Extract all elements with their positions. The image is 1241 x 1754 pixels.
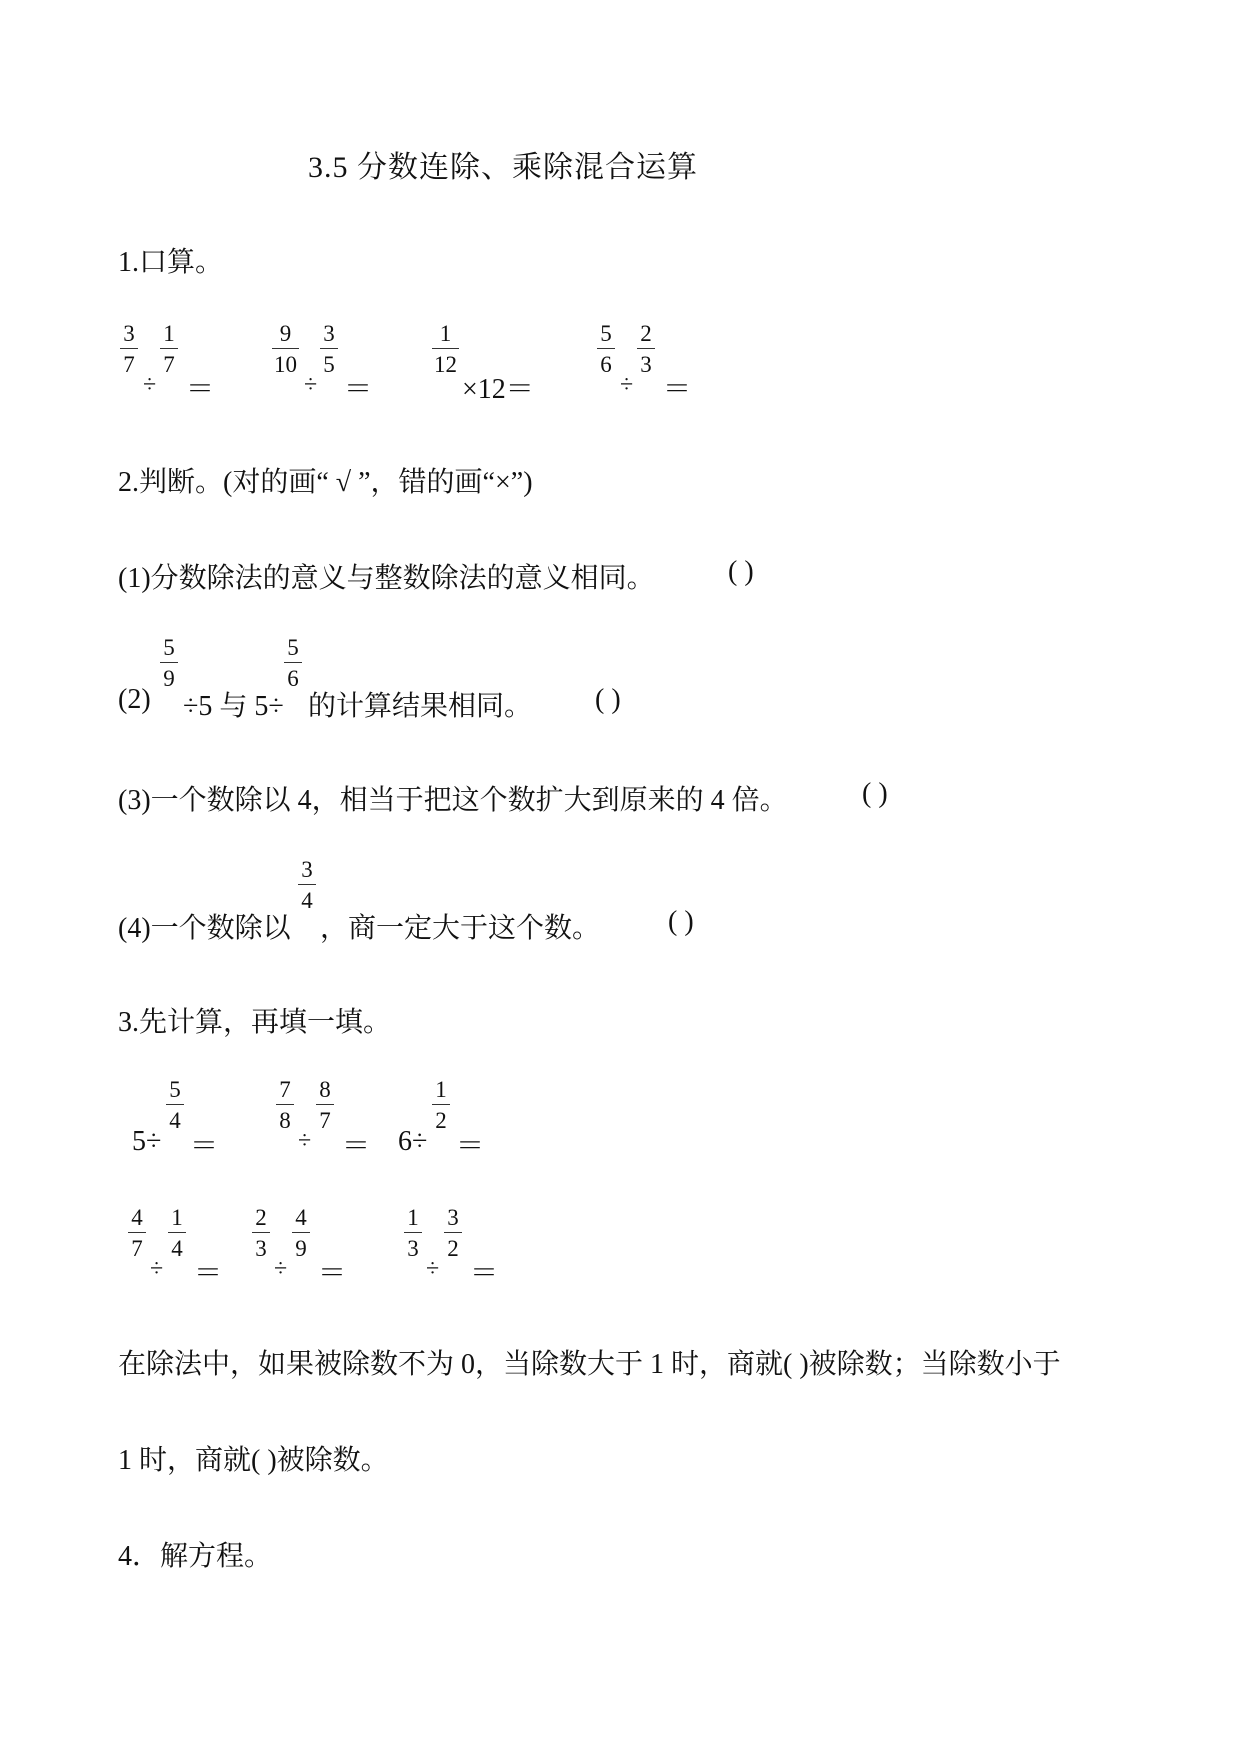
numerator: 1 bbox=[439, 321, 452, 346]
denominator: 9 bbox=[295, 1236, 307, 1261]
q3-row1-item2-fraction-b bbox=[316, 1078, 334, 1132]
denominator: 9 bbox=[163, 666, 175, 691]
denominator: 8 bbox=[279, 1108, 291, 1133]
q3-row2-item2-fraction-b bbox=[292, 1206, 310, 1260]
denominator: 4 bbox=[171, 1236, 183, 1261]
q1-item1-fraction-b bbox=[160, 322, 178, 376]
q3-row1-item2-operator: ÷ bbox=[298, 1128, 312, 1154]
numerator: 7 bbox=[279, 1077, 291, 1102]
q3-row1-item2-fraction-a bbox=[276, 1078, 294, 1132]
q1-item2-fraction-a bbox=[272, 322, 299, 376]
q1-item2-operator: ÷ bbox=[304, 372, 318, 398]
denominator: 12 bbox=[434, 352, 457, 377]
q1-item4-operator: ÷ bbox=[620, 372, 634, 398]
q3-row1-item1-prefix: 5÷ bbox=[132, 1126, 162, 1157]
q1-item4-fraction-b bbox=[637, 322, 655, 376]
page-title: 3.5 分数连除、乘除混合运算 bbox=[308, 151, 698, 184]
q3-row2-item1-fraction-b bbox=[168, 1206, 186, 1260]
q2-statement-3: (3)一个数除以 4，相当于把这个数扩大到原来的 4 倍。 bbox=[118, 785, 788, 816]
q3-row2-item3-equals: ＝ bbox=[470, 1258, 499, 1289]
q3-row2-item2-equals: ＝ bbox=[318, 1258, 347, 1289]
q3-row1-item2-equals: ＝ bbox=[342, 1131, 371, 1162]
q3-fill-line-2: 1 时，商就( )被除数。 bbox=[118, 1445, 389, 1476]
q3-row2-item1-operator: ÷ bbox=[150, 1256, 164, 1282]
denominator: 7 bbox=[123, 352, 135, 377]
numerator: 1 bbox=[163, 321, 175, 346]
denominator: 7 bbox=[319, 1108, 331, 1133]
q3-row2-item3-operator: ÷ bbox=[426, 1256, 440, 1282]
q1-item3-tail: ×12＝ bbox=[462, 374, 534, 405]
numerator: 9 bbox=[279, 321, 292, 346]
denominator: 5 bbox=[323, 352, 335, 377]
q3-fill-line-1: 在除法中，如果被除数不为 0，当除数大于 1 时，商就( )被除数；当除数小于 bbox=[118, 1349, 1061, 1380]
denominator: 2 bbox=[447, 1236, 459, 1261]
q1-item4-fraction-a bbox=[597, 322, 615, 376]
q2-answer-blank-3[interactable]: ( ) bbox=[862, 778, 888, 809]
numerator: 2 bbox=[255, 1205, 267, 1230]
q2-heading: 2.判断。(对的画“ √ ”，错的画“×”) bbox=[118, 467, 533, 498]
numerator: 5 bbox=[169, 1077, 181, 1102]
q4-heading: 4．解方程。 bbox=[118, 1541, 273, 1572]
denominator: 10 bbox=[274, 352, 297, 377]
q3-heading: 3.先计算，再填一填。 bbox=[118, 1007, 392, 1038]
q1-heading: 1.口算。 bbox=[118, 247, 224, 278]
numerator: 4 bbox=[131, 1205, 143, 1230]
q2-statement-4-prefix: (4)一个数除以 bbox=[118, 913, 291, 944]
q3-row2-item3-fraction-a bbox=[404, 1206, 422, 1260]
q3-row1-item3-fraction-b bbox=[432, 1078, 450, 1132]
numerator: 2 bbox=[640, 321, 652, 346]
numerator: 1 bbox=[435, 1077, 447, 1102]
denominator: 3 bbox=[640, 352, 652, 377]
denominator: 7 bbox=[131, 1236, 143, 1261]
numerator: 3 bbox=[323, 321, 335, 346]
q1-item2-equals: ＝ bbox=[344, 374, 373, 405]
q1-item1-equals: ＝ bbox=[186, 374, 215, 405]
q2-answer-blank-1[interactable]: ( ) bbox=[728, 556, 754, 587]
q3-row2-item1-equals: ＝ bbox=[194, 1258, 223, 1289]
numerator: 5 bbox=[600, 321, 612, 346]
q2-statement-2-prefix: (2) bbox=[118, 684, 151, 715]
numerator: 3 bbox=[447, 1205, 459, 1230]
q3-row1-item1-fraction-b bbox=[166, 1078, 184, 1132]
q3-row1-item3-equals: ＝ bbox=[456, 1131, 485, 1162]
q2-statement-1: (1)分数除法的意义与整数除法的意义相同。 bbox=[118, 563, 655, 594]
numerator: 1 bbox=[171, 1205, 183, 1230]
numerator: 3 bbox=[123, 321, 135, 346]
q2-answer-blank-4[interactable]: ( ) bbox=[668, 906, 694, 937]
q3-row2-item2-operator: ÷ bbox=[274, 1256, 288, 1282]
denominator: 7 bbox=[163, 352, 175, 377]
q2-statement-2-fraction-2 bbox=[284, 636, 302, 690]
numerator: 1 bbox=[407, 1205, 419, 1230]
q3-row2-item2-fraction-a bbox=[252, 1206, 270, 1260]
denominator: 4 bbox=[169, 1108, 181, 1133]
denominator: 2 bbox=[435, 1108, 447, 1133]
denominator: 6 bbox=[600, 352, 612, 377]
q3-row1-item1-equals: ＝ bbox=[190, 1131, 219, 1162]
q1-item4-equals: ＝ bbox=[663, 374, 692, 405]
q2-statement-4-suffix: ，商一定大于这个数。 bbox=[320, 913, 601, 944]
q1-item1-fraction-a bbox=[120, 322, 138, 376]
q2-statement-2-suffix: 的计算结果相同。 bbox=[308, 691, 533, 722]
q2-statement-4-fraction bbox=[298, 858, 316, 912]
numerator: 4 bbox=[295, 1205, 307, 1230]
denominator: 3 bbox=[255, 1236, 267, 1261]
numerator: 8 bbox=[319, 1077, 331, 1102]
q3-row2-item3-fraction-b bbox=[444, 1206, 462, 1260]
numerator: 5 bbox=[287, 635, 299, 660]
q2-statement-2-middle: ÷5 与 5÷ bbox=[183, 691, 284, 722]
numerator: 3 bbox=[301, 857, 313, 882]
denominator: 4 bbox=[301, 888, 313, 913]
q2-statement-2-fraction-1 bbox=[160, 636, 178, 690]
denominator: 6 bbox=[287, 666, 299, 691]
q3-row2-item1-fraction-a bbox=[128, 1206, 146, 1260]
numerator: 5 bbox=[163, 635, 175, 660]
q2-answer-blank-2[interactable]: ( ) bbox=[595, 684, 621, 715]
q1-item2-fraction-b bbox=[320, 322, 338, 376]
q1-item1-operator: ÷ bbox=[143, 372, 157, 398]
denominator: 3 bbox=[407, 1236, 419, 1261]
q3-row1-item3-prefix: 6÷ bbox=[398, 1126, 428, 1157]
q1-item3-fraction-a bbox=[432, 322, 459, 376]
